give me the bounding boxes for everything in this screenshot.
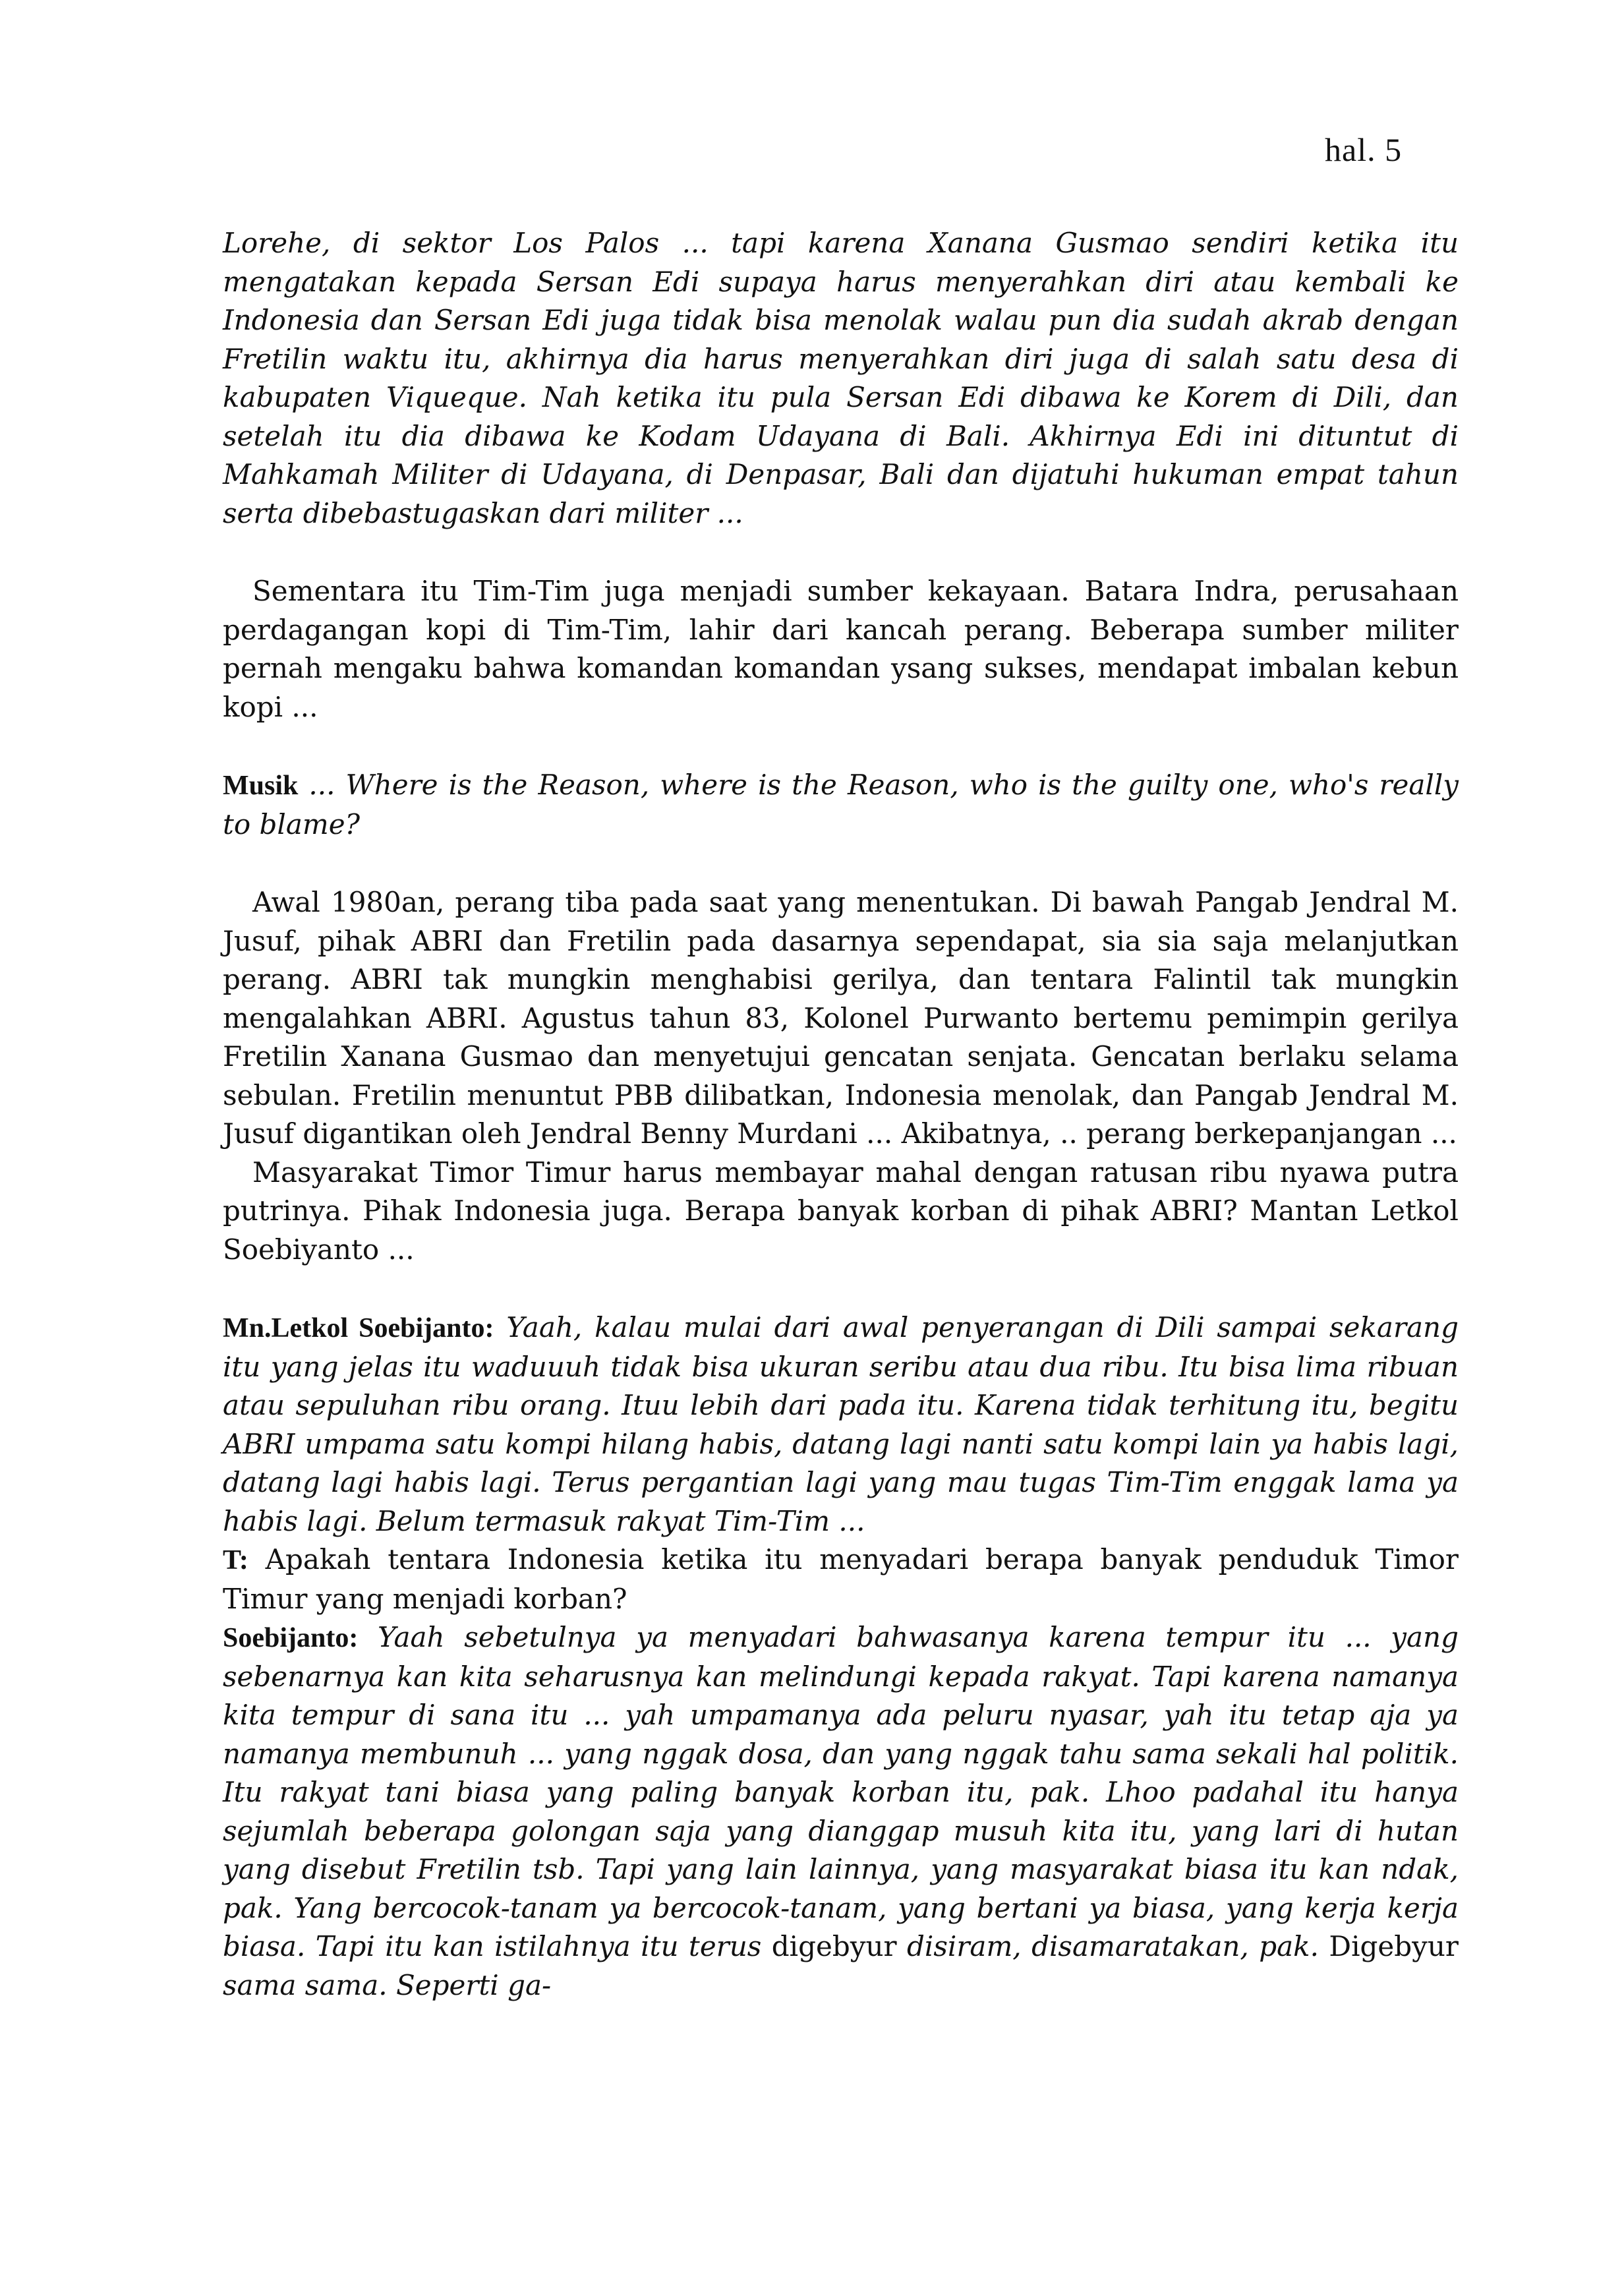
answer-text-d: Digebyur: [1318, 1930, 1459, 1962]
paragraph-awal-1980an: Awal 1980an, perang tiba pada saat yang menentukan. Di bawah Pangab Jendral M. Jusuf, pihak ABRI dan Fretilin pada dasarnya sependapat, sia sia saja melanjutkan perang. ABRI tak mungkin menghabisi gerilya, dan tentara Falintil tak mungkin mengalahkan ABRI. Agustus tahun 83, Kolonel Purwanto bertemu pemimpin gerilya Fretilin Xanana Gusmao dan menyetujui gencatan senjata. Gencatan berlaku selama sebulan. Fretilin menuntut PBB dilibatkan, Indonesia menolak, dan Pangab Jendral M. Jusuf digantikan oleh Jendral Benny Murdani ... Akibatnya, .. perang berkepanjangan ...: [223, 886, 1459, 1150]
quote-letkol-soebijanto: [223, 1309, 1459, 1541]
speaker-label-letkol: Mn.Letkol Soebijanto:: [223, 1313, 494, 1343]
page-number: hal. 5: [1325, 131, 1403, 168]
speaker-label-soebijanto: Soebijanto:: [223, 1623, 359, 1653]
answer-text-e: sama sama. Seperti ga-: [223, 1968, 552, 2001]
paragraph-gap: [223, 533, 1459, 572]
quote-text-letkol: Yaah, kalau mulai dari awal penyerangan di Dili sampai sekarang itu yang jelas itu waduuuh tidak bisa ukuran seribu atau dua ribu. Itu bisa lima ribuan atau sepuluhan ribu orang. Ituu lebih dari pada itu. Karena tidak terhitung itu, begitu ABRI umpama satu kompi hilang habis, datang lagi nanti satu kompi lain ya habis lagi, datang lagi habis lagi. Terus pergantian lagi yang mau tugas Tim-Tim enggak lama ya habis lagi. Belum termasuk rakyat Tim-Tim ...: [223, 1311, 1459, 1537]
paragraph-gap: [223, 844, 1459, 883]
paragraph-sersan-edi: Lorehe, di sektor Los Palos ... tapi karena Xanana Gusmao sendiri ketika itu mengatakan kepada Sersan Edi supaya harus menyerahkan diri atau kembali ke Indonesia dan Sersan Edi juga tidak bisa menolak walau pun dia sudah akrab dengan Fretilin waktu itu, akhirnya dia harus menyerahkan diri juga di salah satu desa di kabupaten Viqueque. Nah ketika itu pula Sersan Edi dibawa ke Korem di Dili, dan setelah itu dia dibawa ke Kodam Udayana di Bali. Akhirnya Edi ini dituntut di Mahkamah Militer di Udayana, di Denpasar, Bali dan dijatuhi hukuman empat tahun serta dibebastugaskan dari militer ...: [223, 227, 1459, 529]
paragraph-batara-indra: Sementara itu Tim-Tim juga menjadi sumber kekayaan. Batara Indra, perusahaan perdagangan kopi di Tim-Tim, lahir dari kancah perang. Beberapa sumber militer pernah mengaku bahwa komandan komandan ysang sukses, mendapat imbalan kebun kopi ...: [223, 575, 1459, 723]
paragraph-gap: [223, 1269, 1459, 1309]
answer-soebijanto: [223, 1618, 1459, 2005]
musik-lyrics: ... Where is the Reason, where is the Reason, who is the guilty one, who's really to blame?: [223, 769, 1459, 840]
musik-label: Musik: [223, 771, 299, 801]
answer-text-b: digebyur: [761, 1930, 897, 1962]
answer-text-c: disiram, disamaratakan, pak.: [896, 1930, 1319, 1962]
question-t: [223, 1541, 1459, 1618]
document-body: [223, 224, 1459, 2005]
answer-text-a: Yaah sebetulnya ya menyadari bahwasanya karena tempur itu ... yang sebenarnya kan kita seharusnya kan melindungi kepada rakyat. Tapi karena namanya kita tempur di sana itu ... yah umpamanya ada peluru nyasar, yah itu tetap aja ya namanya membunuh ... yang nggak dosa, dan yang nggak tahu sama sekali hal politik. Itu rakyat tani biasa yang paling banyak korban itu, pak. Lhoo padahal itu hanya sejumlah beberapa golongan saja yang dianggap musuh kita itu, yang lari di hutan yang disebut Fretilin tsb. Tapi yang lain lainnya, yang masyarakat biasa itu kan ndak, pak. Yang bercocok-tanam ya bercocok-tanam, yang bertani ya biasa, yang kerja kerja biasa. Tapi itu kan istilahnya itu terus: [223, 1621, 1459, 1962]
paragraph-musik: [223, 766, 1459, 844]
question-text: Apakah tentara Indonesia ketika itu menyadari berapa banyak penduduk Timor Timur yang menjadi korban?: [223, 1543, 1459, 1615]
paragraph-masyarakat: Masyarakat Timor Timur harus membayar mahal dengan ratusan ribu nyawa putra putrinya. Pihak Indonesia juga. Berapa banyak korban di pihak ABRI? Mantan Letkol Soebiyanto ...: [223, 1156, 1459, 1266]
paragraph-gap: [223, 726, 1459, 766]
speaker-label-t: T:: [223, 1545, 248, 1575]
